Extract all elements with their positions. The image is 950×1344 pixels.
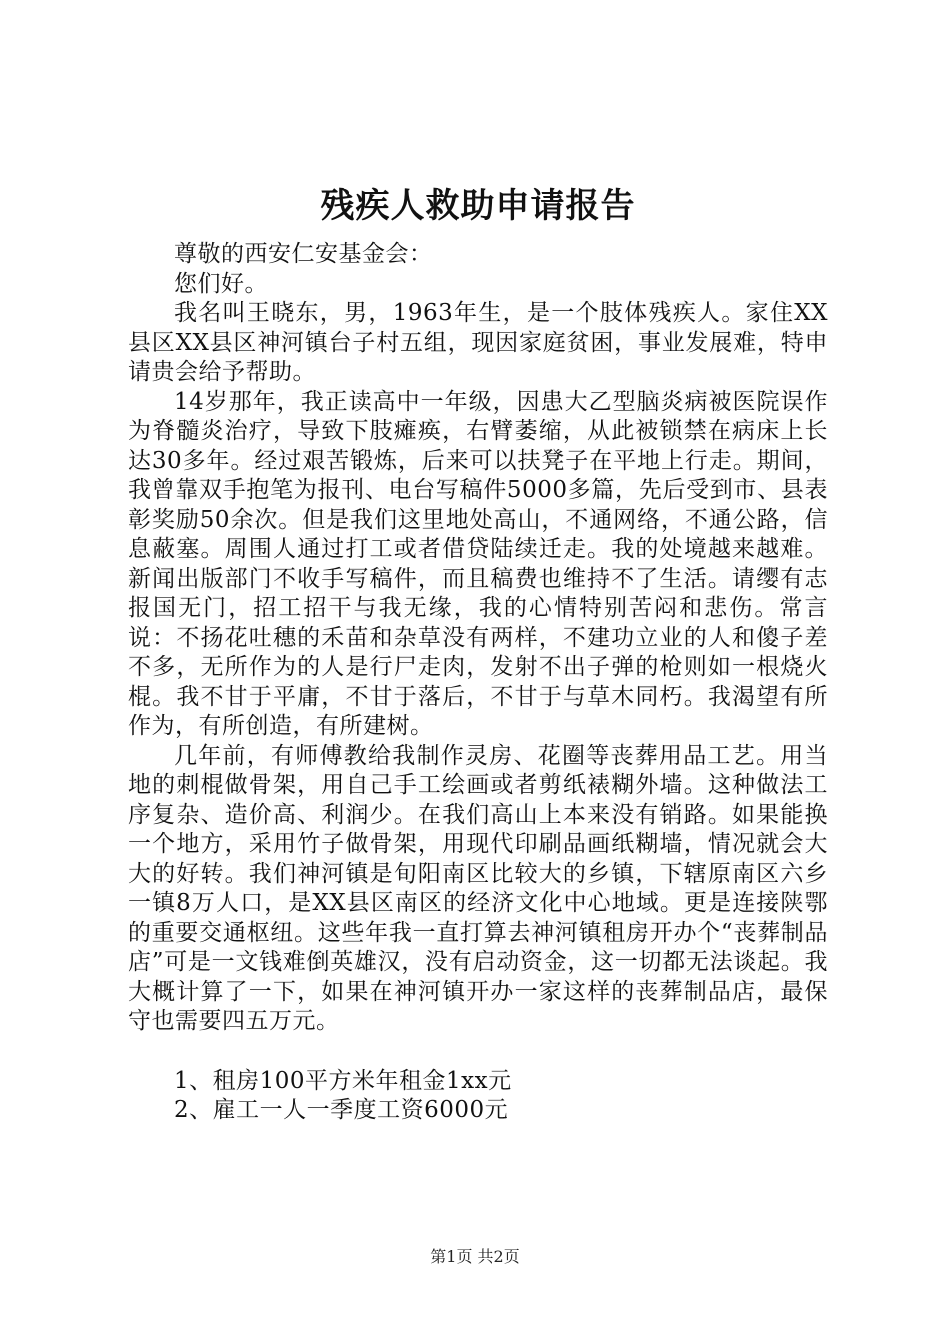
paragraph-plan: 几年前，有师傅教给我制作灵房、花圈等丧葬用品工艺。用当地的刺棍做骨架，用自己手工绘画或者剪纸裱糊外墙。这种做法工序复杂、造价高、利润少。在我们高山上本来没有销路。如果能换一个地方，采用竹子做骨架，用现代印刷品画纸糊墙，情况就会大大的好转。我们神河镇是旬阳南区比较大的乡镇，下辖原南区六乡一镇8万人口，是XX县区南区的经济文化中心地域。更是连接陕鄂的重要交通枢纽。这些年我一直打算去神河镇租房开办个“丧葬制品店”可是一文钱难倒英雄汉，没有启动资金，这一切都无法谈起。我大概计算了一下，如果在神河镇开办一家这样的丧葬制品店，最保守也需要四五万元。 <box>128 742 828 1034</box>
document-title: 残疾人救助申请报告 <box>320 186 636 226</box>
paragraph-intro: 我名叫王晓东，男，1963年生，是一个肢体残疾人。家住XX县区XX县区神河镇台子村五组，现因家庭贫困，事业发展难，特申请贵会给予帮助。 <box>128 300 828 385</box>
section-spacer <box>128 1037 828 1067</box>
list-item-wages: 2、雇工一人一季度工资6000元 <box>174 1097 509 1123</box>
salutation: 尊敬的西安仁安基金会： <box>174 241 433 267</box>
page-footer: 第1页 共2页 <box>430 1247 520 1266</box>
list-item-rent: 1、租房100平方米年租金1xx元 <box>174 1067 512 1094</box>
document-page <box>128 180 828 1126</box>
greeting: 您们好。 <box>174 270 268 297</box>
paragraph-history: 14岁那年，我正读高中一年级，因患大乙型脑炎病被医院误作为脊髓炎治疗，导致下肢瘫痪，右臂萎缩，从此被锁禁在病床上长达30多年。经过艰苦锻炼，后来可以扶凳子在平地上行走。期间，我曾靠双手抱笔为报刊、电台写稿件5000多篇，先后受到市、县表彰奖励50余次。但是我们这里地处高山，不通网络，不通公路，信息蔽塞。周围人通过打工或者借贷陆续迁走。我的处境越来越难。新闻出版部门不收手写稿件，而且稿费也维持不了生活。请缨有志报国无门，招工招干与我无缘，我的心情特别苦闷和悲伤。常言说：不扬花吐穗的禾苗和杂草没有两样，不建功立业的人和傻子差不多，无所作为的人是行尸走肉，发射不出子弹的枪则如一根烧火棍。我不甘于平庸，不甘于落后，不甘于与草木同朽。我渴望有所作为，有所创造，有所建树。 <box>128 388 828 739</box>
